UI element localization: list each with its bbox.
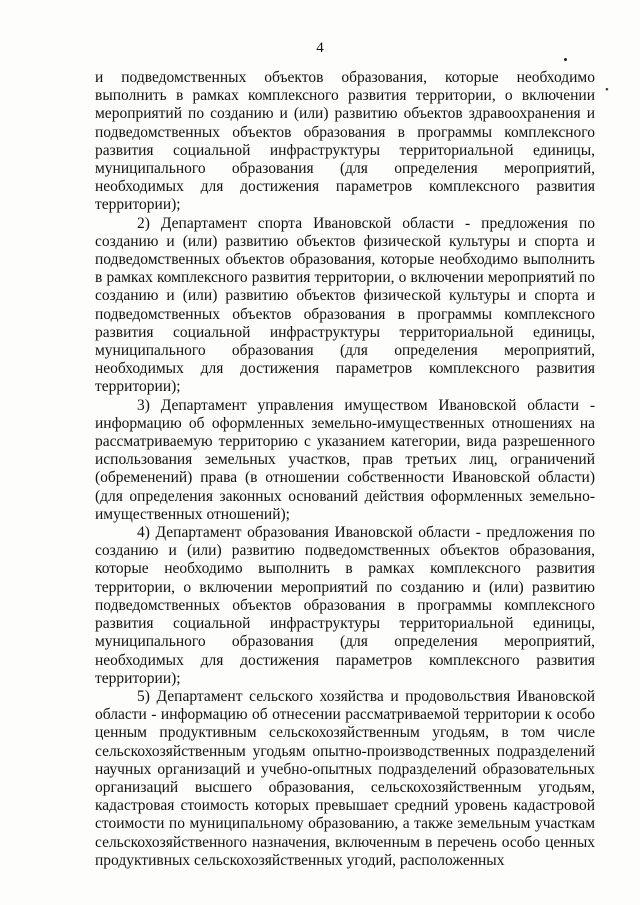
scan-dot-mark — [564, 58, 567, 61]
paragraph-continuation: и подведомственных объектов образования, которые необходимо выполнить в рамках комплексного развития территории, о включении мероприятий по созданию и (или) развитию объектов здравоохранения и подведомственных объектов образования в программы комплексного развития социальной инфраструктуры территориальной единицы, муниципального образования (для определения мероприятий, необходимых для достижения параметров комплексного развития территории); — [95, 69, 595, 214]
corner-mark: • — [605, 84, 609, 96]
document-body — [95, 69, 595, 870]
paragraph-item-3-property: 3) Департамент управления имуществом Ивановской области - информацию об оформленных земельно-имущественных отношениях на рассматриваемую территорию с указанием категории, вида разрешенного использования земельных участков, прав третьих лиц, ограничений (обременений) права (в отношении собственности Ивановской области) (для определения законных оснований действия оформленных земельно-имущественных отношений); — [95, 396, 595, 523]
page-number: 4 — [316, 40, 324, 56]
paragraph-item-4-education: 4) Департамент образования Ивановской области - предложения по созданию и (или) развитию подведомственных объектов образования, которые необходимо выполнить в рамках комплексного развития территории, о включении мероприятий по созданию и (или) развитию подведомственных объектов образования в программы комплексного развития социальной инфраструктуры территориальной единицы, муниципального образования (для определения мероприятий, необходимых для достижения параметров комплексного развития территории); — [95, 524, 595, 687]
paragraph-item-2-sport: 2) Департамент спорта Ивановской области - предложения по созданию и (или) развитию объектов физической культуры и спорта и подведомственных объектов образования, которые необходимо выполнить в рамках комплексного развития территории, о включении мероприятий по созданию и (или) развитию объектов физической культуры и спорта и подведомственных объектов образования в программы комплексного развития социальной инфраструктуры территориальной единицы, муниципального образования (для определения мероприятий, необходимых для достижения параметров комплексного развития территории); — [95, 214, 595, 396]
paragraph-item-5-agriculture: 5) Департамент сельского хозяйства и продовольствия Ивановской области - информацию об отнесении рассматриваемой территории к особо ценным продуктивным сельскохозяйственным угодьям, в том числе сельскохозяйственным угодьям опытно-производственных подразделений научных организаций и учебно-опытных подразделений образовательных организаций высшего образования, сельскохозяйственным угодьям, кадастровая стоимость которых превышает средний уровень кадастровой стоимости по муниципальному образованию, а также земельным участкам сельскохозяйственного назначения, включенным в перечень особо ценных продуктивных сельскохозяйственных угодий, расположенных — [95, 687, 595, 869]
